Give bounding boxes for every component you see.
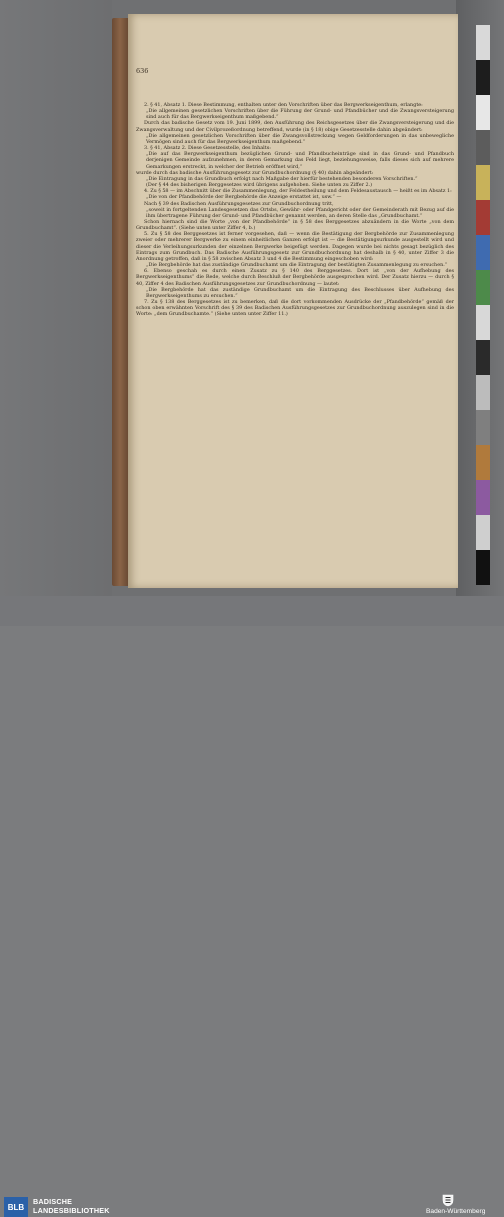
paragraph: 2. § 41, Absatz 1. Diese Bestimmung, enthalten unter den Vorschriften über das Bergwerkseigenthum, erlangte: xyxy=(144,102,423,108)
calibration-patch xyxy=(476,340,490,375)
color-calibration-strip xyxy=(476,25,490,585)
book-page xyxy=(128,14,458,588)
calibration-patch xyxy=(476,60,490,95)
paragraph: „Die von der Pfandbehörde der Bergbehörde die Anzeige erstattet ist, usw.“ — xyxy=(146,194,342,201)
paragraph: „Die Bergbehörde hat das zuständige Grundbuchamt um die Eintragung des Beschlusses über Aufhebung des Bergwerkseigenthums zu ersuchen.“ xyxy=(146,286,454,299)
calibration-patch xyxy=(476,200,490,235)
scan-background-left xyxy=(0,0,112,596)
calibration-patch xyxy=(476,550,490,585)
calibration-patch xyxy=(476,270,490,305)
calibration-patch xyxy=(476,130,490,165)
library-name-line1: BADISCHE xyxy=(33,1197,73,1206)
library-name[interactable] xyxy=(33,1197,110,1215)
calibration-patch xyxy=(476,25,490,60)
paragraph: „Die Eintragung in das Grundbuch erfolgt nach Maßgabe der hierfür bestehenden besonderen Vorschriften.“ xyxy=(146,175,418,182)
blb-logo[interactable]: BLB xyxy=(4,1197,28,1217)
paragraph: 7. Zu § 138 des Berggesetzes ist zu bemerken, daß die dort vorkommenden Ausdrücke der „Pfandbehörde“ gemäß der schon oben erwähnten Vorschrift des § 39 des Badischen Ausführungsgesetzes zur Grundbuchordnung auszulegen sind in die Worte: „dem Grundbuchamte.“ (Siehe unten unter Ziffer 11.) xyxy=(136,299,454,318)
paragraph: 3. § 41, Absatz 2. Diese Gesetzesstelle, des Inhalts: xyxy=(144,145,271,152)
library-name-line2: LANDESBIBLIOTHEK xyxy=(33,1206,110,1215)
paragraph: „Die allgemeinen gesetzlichen Vorschriften über die Zwangsvollstreckung wegen Geldforderungen in das unbewegliche Vermögen sind auch für das Bergwerkseigenthum maßgebend.“ xyxy=(146,132,454,145)
calibration-patch xyxy=(476,375,490,410)
calibration-patch xyxy=(476,445,490,480)
calibration-patch xyxy=(476,305,490,340)
page-number: 636 xyxy=(136,67,149,75)
paragraph: Schon hiernach sind die Worte „von der Pfandbehörde“ in § 58 des Berggesetzes abzuändern in die Worte „von dem Grundbuchamt“. (Siehe unten unter Ziffer 4, b.) xyxy=(136,218,454,232)
paragraph: „Die Bergbehörde hat das zuständige Grundbuchamt um die Eintragung der bestätigten Zusammenlegung zu ersuchen.“ xyxy=(146,262,448,269)
calibration-patch xyxy=(476,235,490,270)
region-label: Baden-Württemberg xyxy=(426,1208,486,1215)
paragraph: 6. Ebenso geschah es durch einen Zusatz zu § 140 des Berggesetzes. Dort ist „von der Aufhebung des Bergwerkseigenthums“ die Rede, welche durch Beschluß der Bergbehörde ausgesprochen wird. Der Zusatz hierzu — durch § 40, Ziffer 4 des Badischen Ausführungsgesetzes zur Grundbuchordnung — lautet: xyxy=(136,268,454,287)
paragraph: Durch das badische Gesetz vom 19. Juni 1899, den Ausführung des Reichsgesetzes über die Zwangsversteigerung und die Zwangsverwaltung und der Civilprozeßordnung betreffend, wurde (in § 18) obige Gesetzesstelle dahin abgeändert: xyxy=(136,120,454,133)
paragraph: wurde durch das badische Ausführungsgesetz zur Grundbuchordnung (§ 40) dahin abgeändert: xyxy=(136,169,374,176)
calibration-patch xyxy=(476,410,490,445)
paragraph: „Die auf das Bergwerkseigenthum bezüglichen Grund- und Pfandbucheinträge sind in das Grund- und Pfandbuch derjenigen Gemeinde aufzunehmen, in deren Gemarkung das Feld liegt, beziehungsweise, falls dieses sich auf mehrere Gemarkungen erstreckt, in welcher der Betrieb eröffnet wird,“ xyxy=(146,151,454,170)
scan-area xyxy=(0,0,504,596)
paragraph: Nach § 39 des Badischen Ausführungsgesetzes zur Grundbuchordnung tritt, xyxy=(144,200,334,207)
calibration-patch xyxy=(476,480,490,515)
paragraph: „soweit in fortgeltenden Landesgesetzen das Ortsbs, Gewähr- oder Pfandgericht oder der Gemeinderath mit Bezug auf die ihm übertragene Führung der Grund- und Pfandbücher genannt werden, an deren Stelle das „Grundbuchamt.“ xyxy=(146,206,454,219)
paragraph: „Die allgemeinen gesetzlichen Vorschriften über die Führung der Grund- und Pfandbücher und die Zwangsversteigerung sind auch für das Bergwerkseigenthum maßgebend.“ xyxy=(146,108,454,121)
calibration-patch xyxy=(476,515,490,550)
footer-bar xyxy=(0,596,504,1215)
calibration-patch xyxy=(476,95,490,130)
paragraph: 4. Zu § 58 — im Abschnitt über die Zusammenlegung, der Feldestheilung und dem Feldesaustausch — heißt es im Absatz 1: xyxy=(144,188,452,195)
paragraph: (Der § 44 des bisherigen Berggesetzes wird übrigens aufgehoben. Siehe unten zu Ziffer 2.) xyxy=(146,182,373,189)
coat-of-arms-icon xyxy=(441,1193,455,1207)
paragraph: 5. Zu § 58 des Berggesetzes ist ferner vorgesehen, daß — wenn die Bestätigung der Bergbehörde zur Zusammenlegung zweier oder mehrerer Bergwerke zu einem einheitlichen Ganzen erfolgt ist — die Bestätigungsurkunde ausgestellt wird und dieser die Verleihungsurkunden der einzelnen Bergwerke beigefügt werden. Dagegen wurde bei nichts gesagt bezüglich des Eintrags zum Grundbuch. Das Badische Ausführungsgesetz zur Grundbuchordnung hat deshalb in § 40, unter Ziffer 3 die Anordnung getroffen, daß in § 58 zwischen Absatz 3 und 4 die Bestimmung eingeschoben wird: xyxy=(136,231,454,262)
page-text xyxy=(136,102,454,317)
calibration-patch xyxy=(476,165,490,200)
